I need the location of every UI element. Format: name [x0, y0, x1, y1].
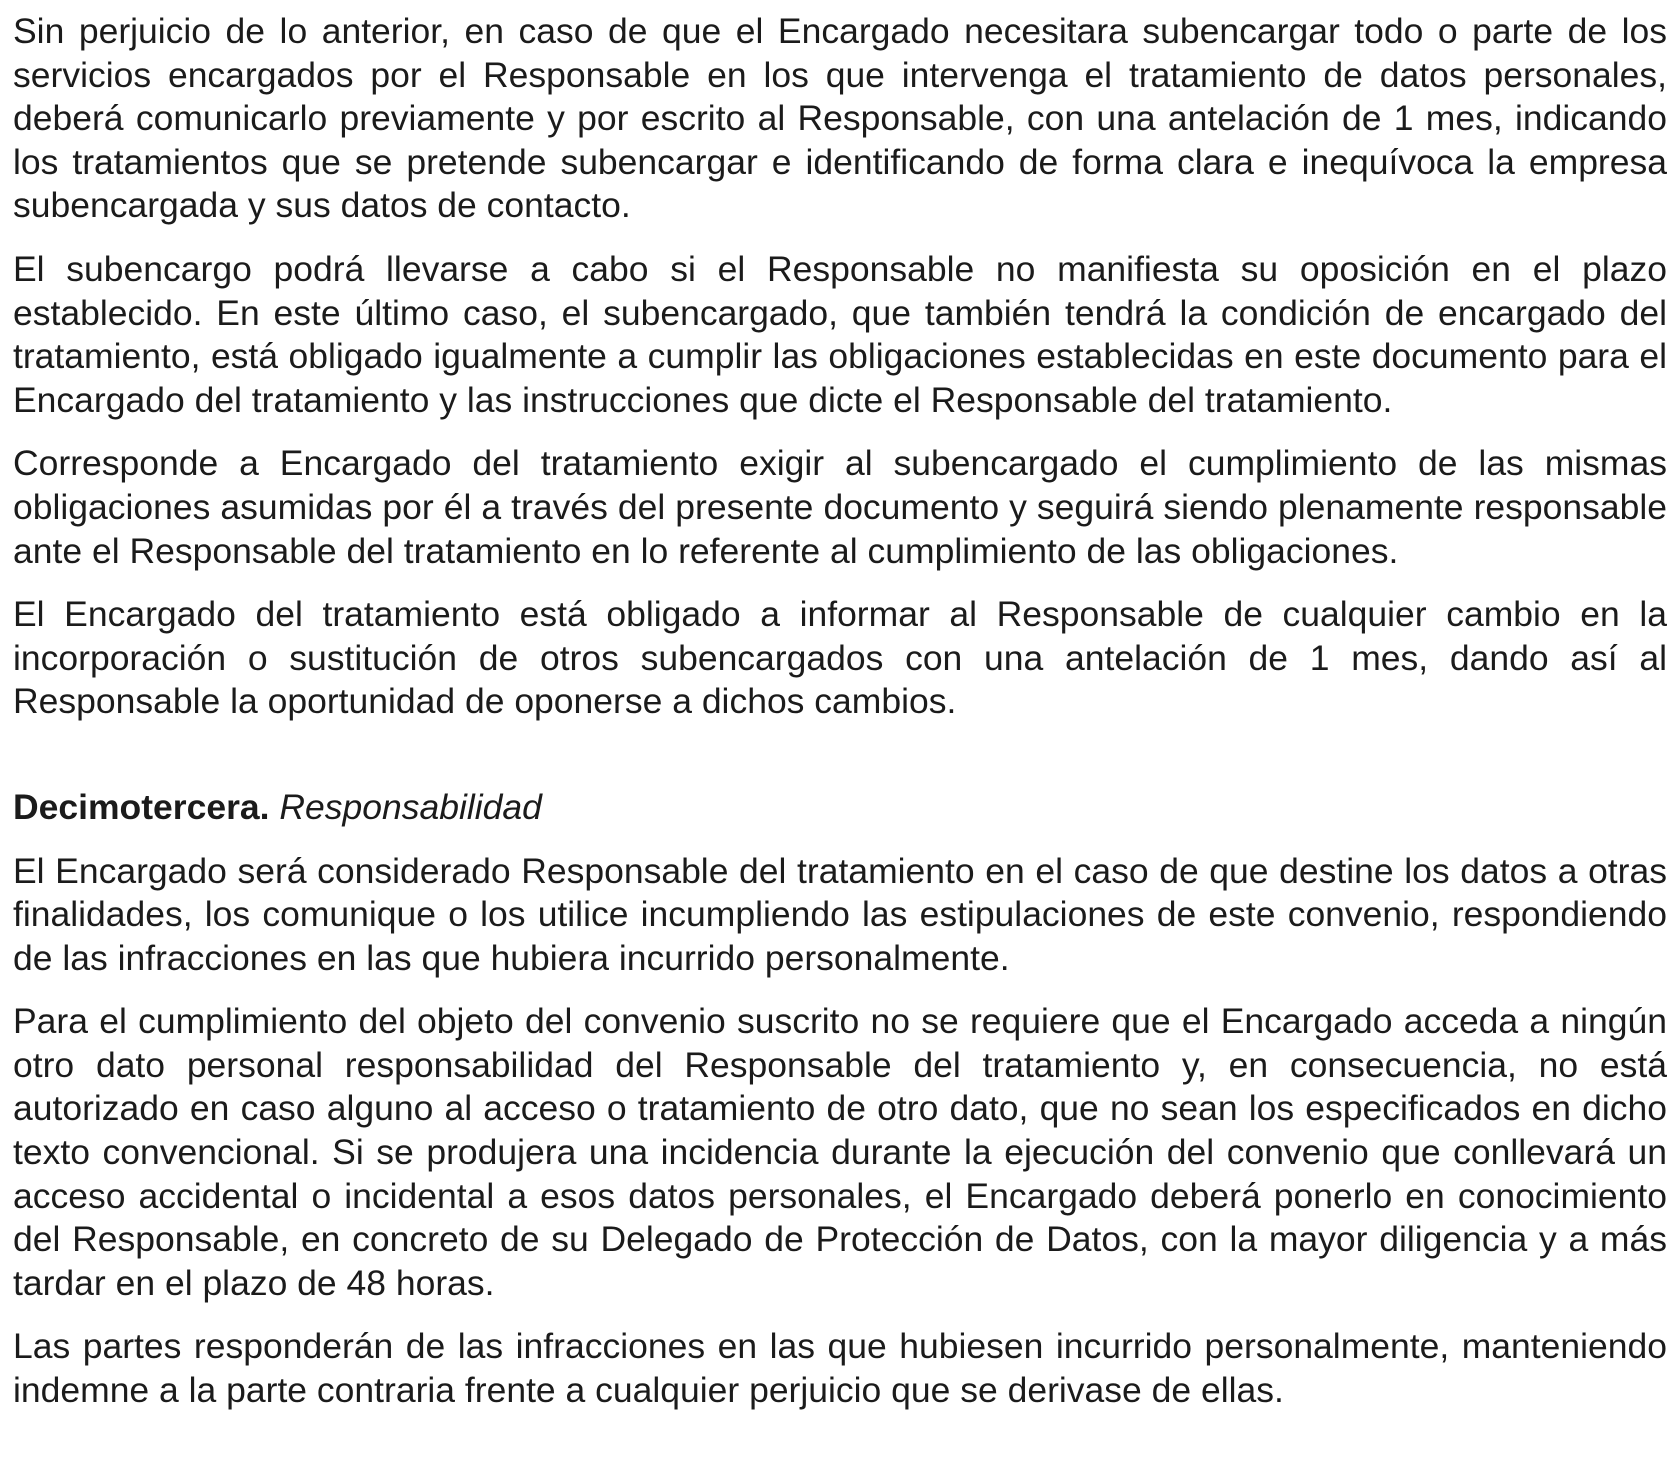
paragraph-data-access: Para el cumplimiento del objeto del convenio suscrito no se requiere que el Encargado acceda a ningún otro dato personal responsabilidad del Responsable del tratamiento y, en consecuencia, no está autorizado en caso alguno al acceso o tratamiento de otro dato, que no sean los especificados en dicho texto convencional. Si se produjera una incidencia durante la ejecución del convenio que conllevará un acceso accidental o incidental a esos datos personales, el Encargado deberá ponerlo en conocimiento del Responsable, en concreto de su Delegado de Protección de Datos, con la mayor diligencia y a más tardar en el plazo de 48 horas.	[13, 1001, 1667, 1303]
paragraph-subencargo-changes: El Encargado del tratamiento está obligado a informar al Responsable de cualquier cambio en la incorporación o sustitución de otros subencargados con una antelación de 1 mes, dando así al Responsable la oportunidad de oponerse a dichos cambios.	[13, 594, 1667, 722]
section-number: Decimotercera.	[13, 786, 270, 827]
paragraph-subencargo-condition: El subencargo podrá llevarse a cabo si el Responsable no manifiesta su oposición en el plazo establecido. En este último caso, el subencargado, que también tendrá la condición de encargado del tratamiento, está obligado igualmente a cumplir las obligaciones establecidas en este documento para el Encargado del tratamiento y las instrucciones que dicte el Responsable del tratamiento.	[13, 248, 1667, 420]
paragraph-responsibility: El Encargado será considerado Responsable del tratamiento en el caso de que destine los datos a otras finalidades, los comunique o los utilice incumpliendo las estipulaciones de este convenio, respondiendo de las infracciones en las que hubiera incurrido personalmente.	[13, 850, 1667, 978]
section-title: Responsabilidad	[279, 786, 542, 827]
paragraph-parties-liability: Las partes responderán de las infracciones en las que hubiesen incurrido personalmente, manteniendo indemne a la parte contraria frente a cualquier perjuicio que se derivase de ellas.	[13, 1326, 1667, 1411]
paragraph-subencargo-obligations: Corresponde a Encargado del tratamiento exigir al subencargado el cumplimiento de las mismas obligaciones asumidas por él a través del presente documento y seguirá siendo plenamente responsable ante el Responsable del tratamiento en lo referente al cumplimiento de las obligaciones.	[13, 443, 1667, 571]
paragraph-subencargo-notice: Sin perjuicio de lo anterior, en caso de que el Encargado necesitara subencargar todo o parte de los servicios encargados por el Responsable en los que intervenga el tratamiento de datos personales, deberá comunicarlo previamente y por escrito al Responsable, con una antelación de 1 mes, indicando los tratamientos que se pretende subencargar e identificando de forma clara e inequívoca la empresa subencargada y sus datos de contacto.	[13, 11, 1667, 226]
section-heading	[13, 786, 1667, 830]
document-page	[13, 10, 1667, 1413]
